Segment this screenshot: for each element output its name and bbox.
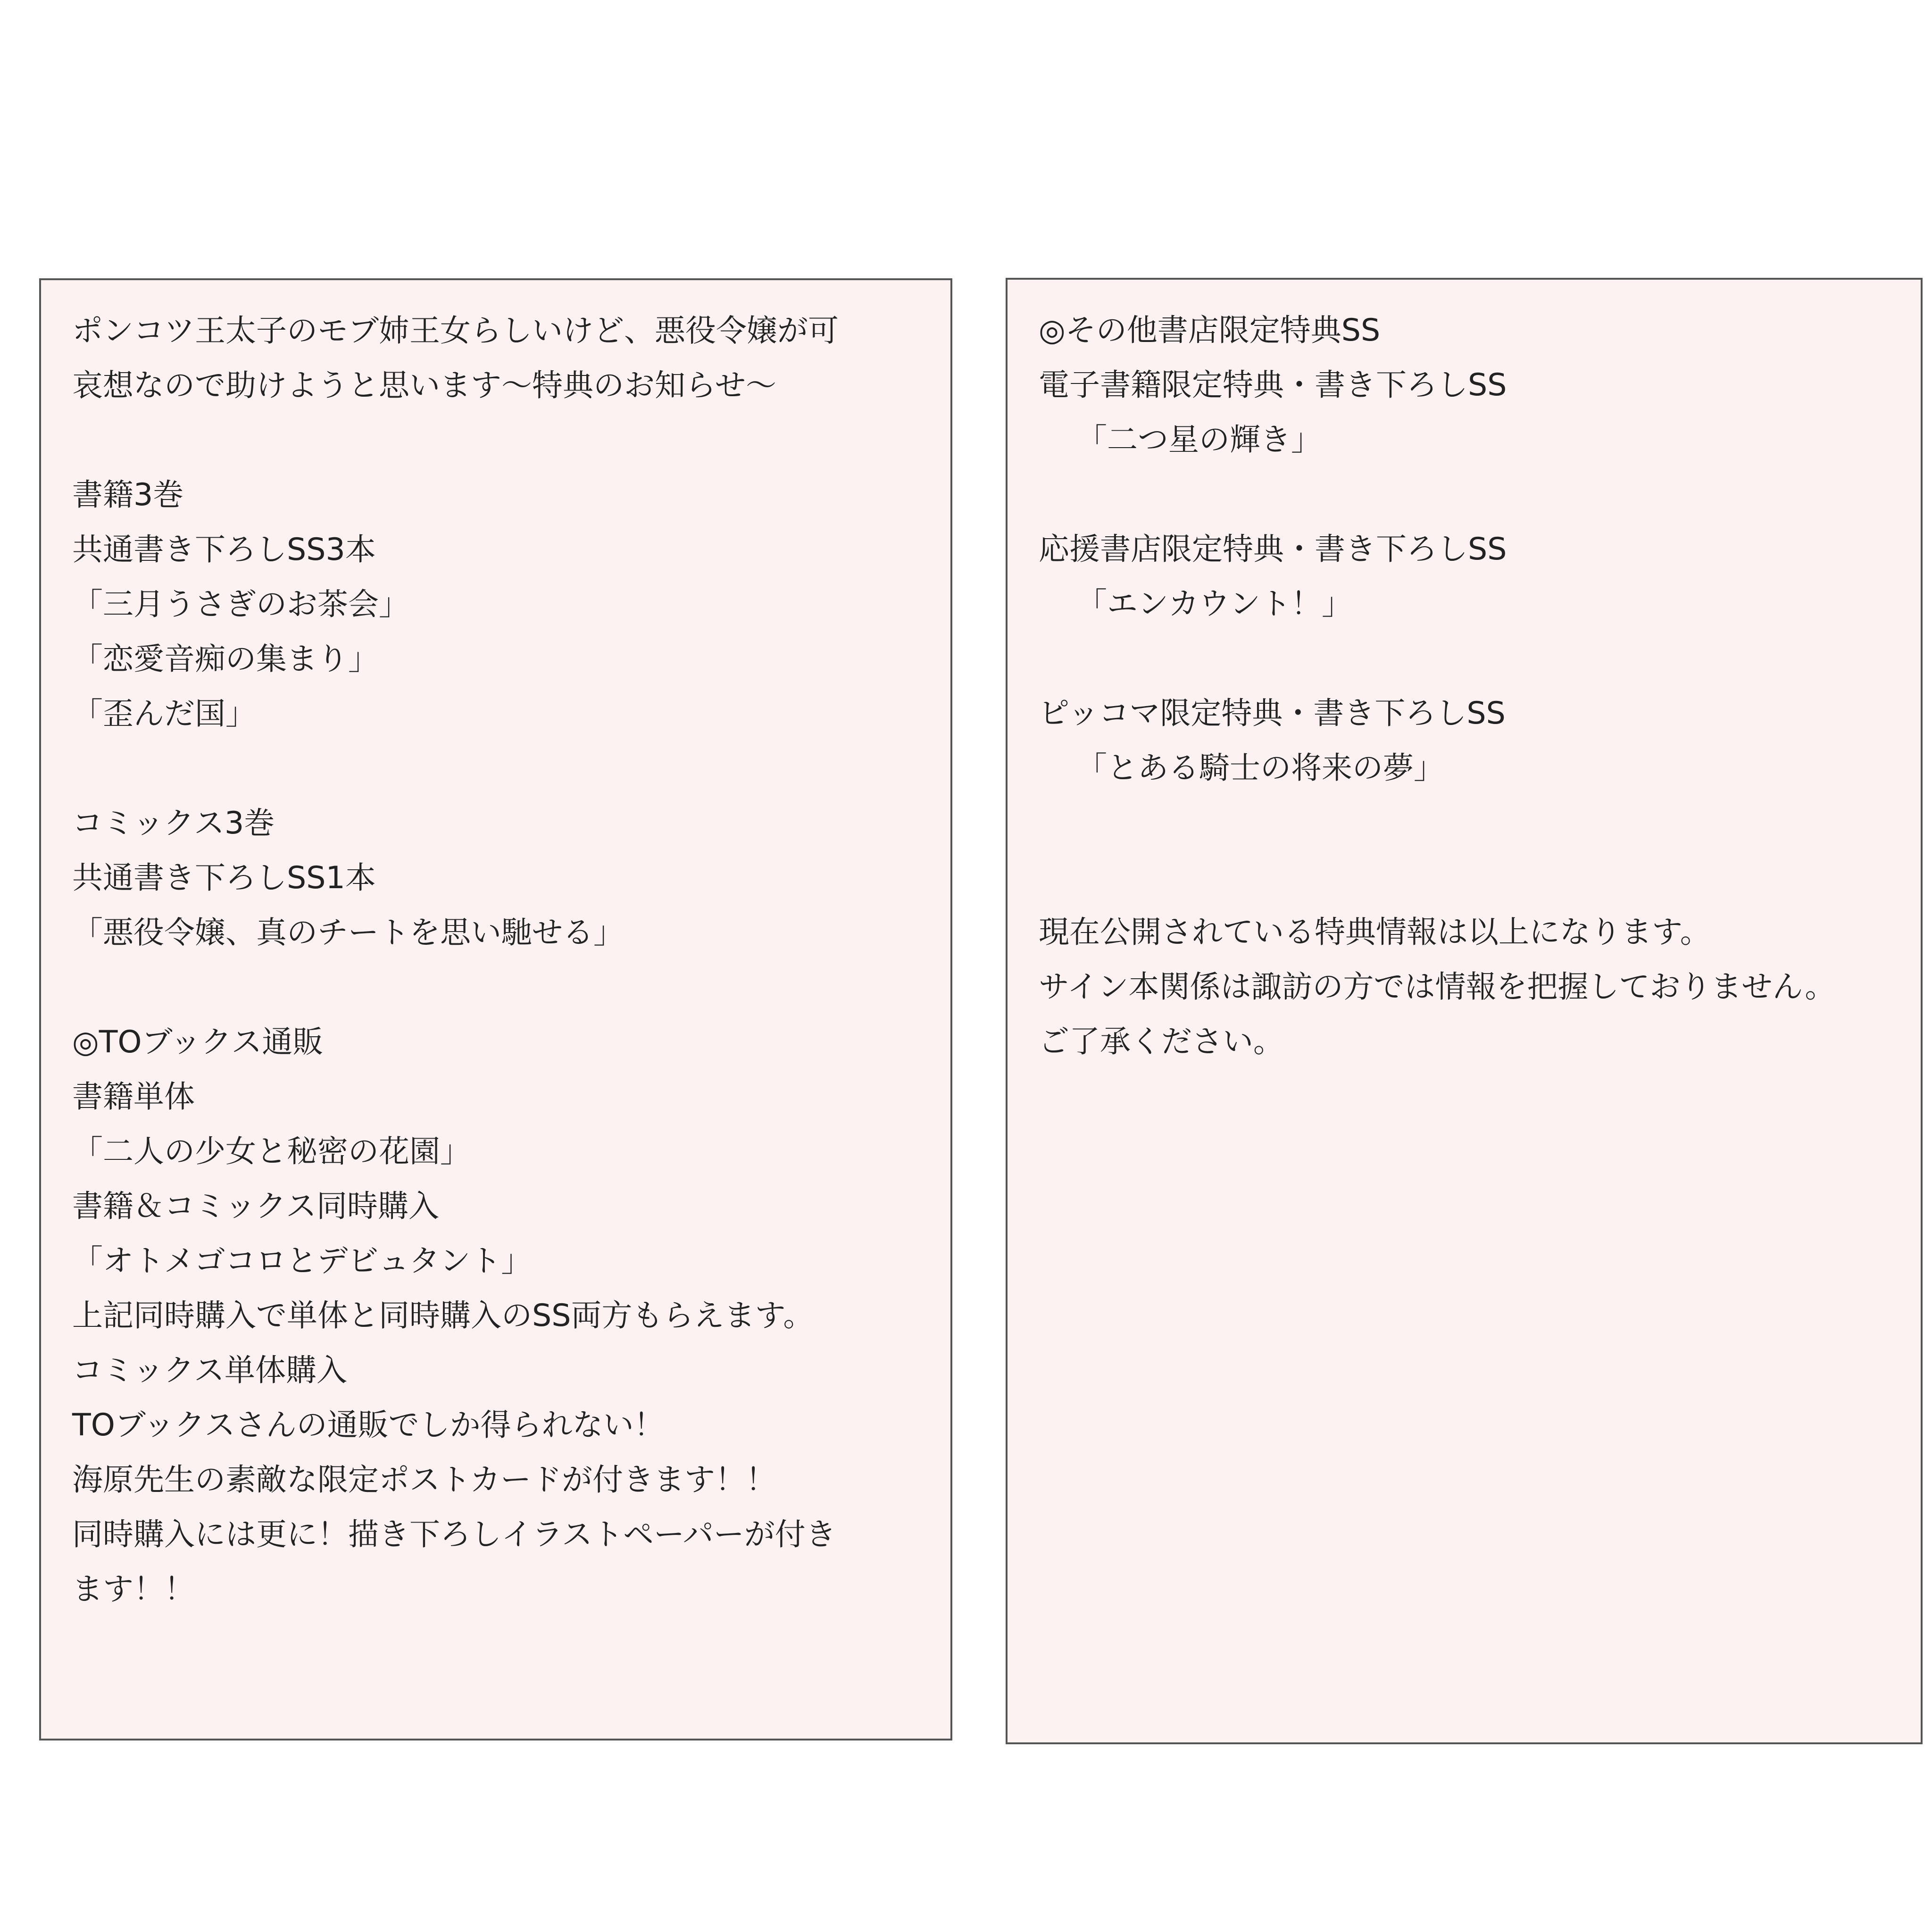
- story-title: 「とある騎士の将来の夢」: [1076, 750, 1445, 786]
- text-line: コミックス単体購入: [72, 1353, 348, 1388]
- text-line: 共通書き下ろしSS1本: [72, 860, 376, 896]
- story-title: 「恋愛音痴の集まり」: [72, 641, 379, 677]
- text-line: 書籍単体: [72, 1079, 195, 1115]
- text-line: ます！！: [72, 1572, 195, 1607]
- title-line-2: 哀想なので助けようと思います～特典のお知らせ～: [72, 368, 777, 403]
- left-panel-text: [72, 304, 919, 1617]
- section-heading-book-vol3: 書籍3巻: [72, 477, 184, 513]
- text-line: 海原先生の素敵な限定ポストカードが付きます！！: [72, 1462, 777, 1498]
- spacer: [1039, 850, 1890, 905]
- spacer: [1039, 632, 1890, 686]
- closing-note: サイン本関係は諏訪の方では情報を把握しておりません。: [1039, 969, 1836, 1005]
- text-line: 共通書き下ろしSS3本: [72, 532, 376, 567]
- text-line: 応援書店限定特典・書き下ろしSS: [1039, 532, 1507, 567]
- text-line: 電子書籍限定特典・書き下ろしSS: [1039, 367, 1507, 403]
- spacer: [1039, 796, 1890, 850]
- spacer: [1039, 467, 1890, 522]
- right-panel: [1006, 278, 1923, 1744]
- text-line: TOブックスさんの通販でしか得られない！: [72, 1407, 665, 1443]
- text-line: 上記同時購入で単体と同時購入のSS両方もらえます。: [72, 1298, 814, 1333]
- right-panel-text: [1039, 303, 1890, 1069]
- closing-note: 現在公開されている特典情報は以上になります。: [1039, 915, 1711, 950]
- spacer: [72, 413, 919, 468]
- text-line: 書籍＆コミックス同時購入: [72, 1189, 440, 1224]
- spacer: [72, 741, 919, 796]
- spacer: [72, 960, 919, 1015]
- section-heading-other-stores: ◎その他書店限定特典SS: [1039, 313, 1381, 348]
- story-title: 「エンカウント！」: [1076, 586, 1353, 622]
- text-line: 同時購入には更に！描き下ろしイラストペーパーが付き: [72, 1517, 836, 1552]
- left-panel: [39, 278, 952, 1740]
- story-title: 「オトメゴコロとデビュタント」: [72, 1243, 532, 1279]
- story-title: 「歪んだ国」: [72, 696, 257, 732]
- closing-note: ご了承ください。: [1039, 1024, 1284, 1059]
- story-title: 「三月うさぎのお茶会」: [72, 587, 410, 622]
- section-heading-comics-vol3: コミックス3巻: [72, 806, 275, 841]
- title-line-1: ポンコツ王太子のモブ姉王女らしいけど、悪役令嬢が可: [72, 313, 839, 349]
- text-line: ピッコマ限定特典・書き下ろしSS: [1039, 696, 1506, 731]
- section-heading-to-books: ◎TOブックス通販: [72, 1024, 324, 1060]
- story-title: 「二つ星の輝き」: [1076, 422, 1322, 458]
- story-title: 「悪役令嬢、真のチートを思い馳せる」: [72, 915, 625, 950]
- story-title: 「二人の少女と秘密の花園」: [72, 1134, 471, 1169]
